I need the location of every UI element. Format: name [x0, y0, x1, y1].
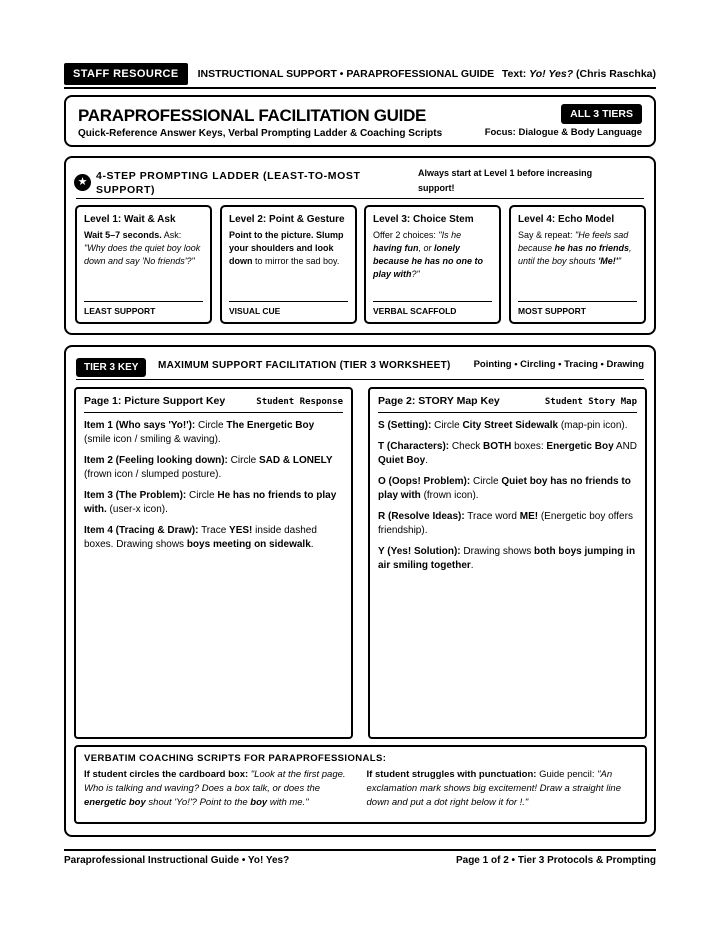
- level-heading: Level 1: Wait & Ask: [84, 214, 176, 225]
- coaching-columns: [84, 768, 637, 810]
- text-title: Yo! Yes?: [529, 68, 574, 80]
- text-label: Text:: [501, 68, 527, 80]
- answer-item: Item 1 (Who says 'Yo!'): Circle The Energetic Boy (smile icon / smiling & waving).: [84, 420, 315, 445]
- story-map-item: Y (Yes! Solution): Drawing shows both boys jumping in air smiling together.: [378, 546, 636, 571]
- panel-header: [84, 395, 343, 413]
- level-footer: VERBAL SCAFFOLD: [373, 301, 492, 316]
- level-body: Point to the picture. Slump your shoulders and look down to mirror the sad boy.: [229, 230, 344, 266]
- ladder-divider: [76, 198, 644, 199]
- story-map-item: T (Characters): Check BOTH boxes: Energetic Boy AND Quiet Boy.: [378, 441, 638, 466]
- staff-resource-badge: STAFF RESOURCE: [64, 63, 188, 85]
- answer-item: Item 2 (Feeling looking down): Circle SAD & LONELY (frown icon / slumped posture).: [84, 455, 333, 480]
- level-heading: Level 4: Echo Model: [518, 214, 615, 225]
- level-card-2: [220, 205, 357, 324]
- panel-header: [378, 395, 637, 413]
- level-heading: Level 3: Choice Stem: [373, 214, 474, 225]
- level-card-1: [75, 205, 212, 324]
- answer-item: Item 4 (Tracing & Draw): Trace YES! inside dashed boxes. Drawing shows boys meeting on sidewalk.: [84, 525, 317, 550]
- page-subtitle: Quick-Reference Answer Keys, Verbal Prompting Ladder & Coaching Scripts: [78, 128, 443, 139]
- coaching-script-left: If student circles the cardboard box: "Look at the first page. Who is talking and waving? Does a box talk, or does the energetic boy shout 'Yo!'? Point to the boy with me.": [84, 769, 346, 808]
- coaching-title: VERBATIM COACHING SCRIPTS FOR PARAPROFESSIONALS:: [84, 753, 387, 764]
- level-body: Wait 5–7 seconds. Ask: "Why does the quiet boy look down and say 'No friends'?": [84, 230, 201, 266]
- coaching-script-right: If student struggles with punctuation: Guide pencil: "An exclamation mark shows big excitement! Draw a straight line down and put a dot right below it for !.": [366, 769, 621, 808]
- text-reference: [502, 68, 656, 80]
- page1-key-panel: [74, 387, 353, 739]
- level-body: Offer 2 choices: "Is he having fun, or lonely because he has no one to play with?": [373, 230, 484, 279]
- level-footer: MOST SUPPORT: [518, 301, 637, 316]
- header-category: INSTRUCTIONAL SUPPORT • PARAPROFESSIONAL GUIDE: [197, 68, 495, 80]
- tier3-skills: Pointing • Circling • Tracing • Drawing: [473, 359, 644, 370]
- tier3-box: [64, 345, 656, 837]
- footer-rule: [64, 849, 656, 851]
- page-title: PARAPROFESSIONAL FACILITATION GUIDE: [78, 106, 427, 125]
- level-card-4: [509, 205, 646, 324]
- page2-key-panel: [368, 387, 647, 739]
- tier3-title: MAXIMUM SUPPORT FACILITATION (TIER 3 WORKSHEET): [158, 360, 451, 371]
- level-heading: Level 2: Point & Gesture: [229, 214, 345, 225]
- level-footer: LEAST SUPPORT: [84, 301, 203, 316]
- panel-heading: Page 1: Picture Support Key: [84, 395, 226, 407]
- header-rule: [64, 87, 656, 89]
- coaching-scripts-box: [74, 745, 647, 824]
- title-box: [64, 95, 656, 147]
- story-map-item: S (Setting): Circle City Street Sidewalk (map-pin icon).: [378, 420, 628, 431]
- level-body: Say & repeat: "He feels sad because he has no friends, until the boy shouts 'Me!'": [518, 230, 632, 266]
- tier3-divider: [76, 379, 644, 380]
- panel-tag: Student Response: [256, 397, 343, 407]
- focus-label: Focus: Dialogue & Body Language: [484, 127, 642, 138]
- story-map-item: O (Oops! Problem): Circle Quiet boy has no friends to play with (frown icon).: [378, 476, 631, 501]
- header-strip: [64, 63, 656, 85]
- level-footer: VISUAL CUE: [229, 301, 348, 316]
- ladder-note: Always start at Level 1 before increasing support!: [418, 168, 593, 193]
- answer-item: Item 3 (The Problem): Circle He has no friends to play with. (user-x icon).: [84, 490, 337, 515]
- footer-right: Page 1 of 2 • Tier 3 Protocols & Prompting: [455, 855, 656, 866]
- panel-heading: Page 2: STORY Map Key: [378, 395, 500, 407]
- level-card-3: [364, 205, 501, 324]
- story-map-item: R (Resolve Ideas): Trace word ME! (Energetic boy offers friendship).: [378, 511, 633, 536]
- footer-left: Paraprofessional Instructional Guide • Yo! Yes?: [64, 855, 290, 866]
- tiers-badge: ALL 3 TIERS: [561, 104, 642, 124]
- panel-tag: Student Story Map: [544, 397, 637, 407]
- prompting-ladder-box: [64, 156, 656, 335]
- text-author: (Chris Raschka): [576, 68, 656, 80]
- star-icon: ★: [74, 174, 91, 191]
- tier3-badge: TIER 3 KEY: [76, 358, 146, 377]
- ladder-title: 4-STEP PROMPTING LADDER (LEAST-TO-MOST SUPPORT): [96, 170, 361, 196]
- page-footer: [64, 855, 656, 866]
